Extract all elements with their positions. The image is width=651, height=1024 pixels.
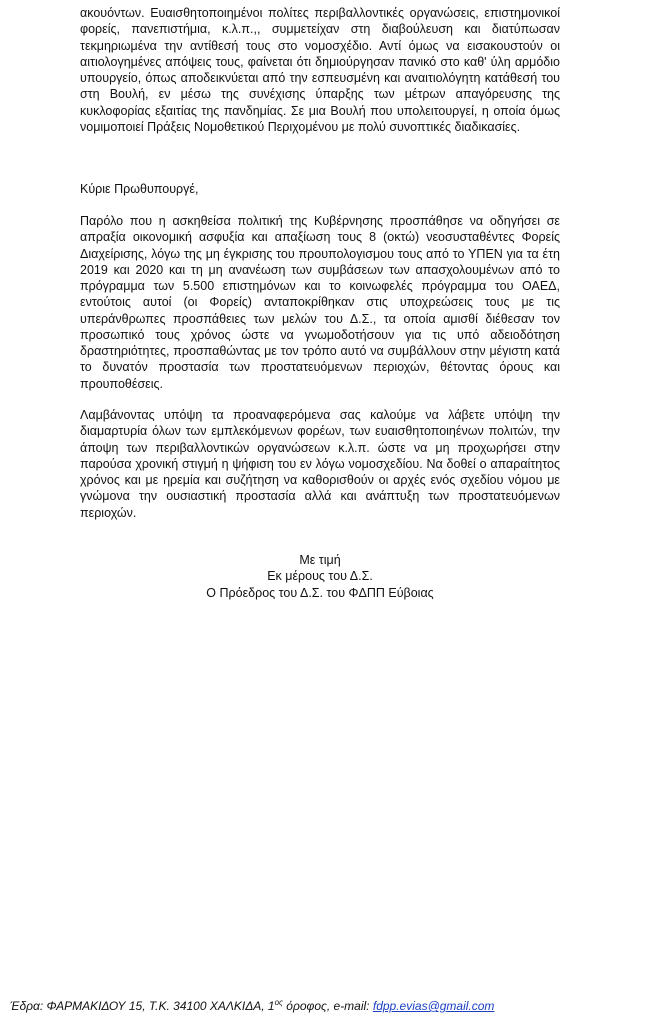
body-paragraph-1: ακουόντων. Ευαισθητοποιημένοι πολίτες περιβαλλοντικές οργανώσεις, επιστημονικοί φορείς, πανεπιστήμια, κ.λ.π.,, συμμετείχαν στη διαβούλευση και διατύπωσαν τεκμηριωμένα την αντίθεσή τους στο νομοσχέδιο. Αντί όμως να εισακουστούν οι αιτιολογημένες απόψεις τους, φαίνεται ότι δημιούργησαν πανικό στο καθ' ύλη αρμόδιο υπουργείο, όπως αποδεικνύεται από την εσπευσμένη και αναιτιολόγητη κατάθεσή του στη Βουλή, εν μέσω της συνέχισης ύπαρξης των μέτρων απαγόρευσης της κυκλοφορίας εξαιτίας της πανδημίας. Σε μια Βουλή που υπολειτουργεί, η οποία όμως νομιμοποιεί Πράξεις Νομοθετικού Περιχομένου με πολύ συνοπτικές διαδικασίες. — [80, 6, 560, 134]
body-paragraph-3: Λαμβάνοντας υπόψη τα προαναφερόμενα σας καλούμε να λάβετε υπόψη την διαμαρτυρία όλων των εμπλεκόμενων φορέων, των ευαισθητοποιηένων πολιτών, την άποψη των περιβαλλοντικών οργανώσεων κ.λ.π. ώστε να μη προχωρήσει στην παρούσα χρονική στιγμή η ψήφιση του εν λόγω νομοσχεδίου. Να δοθεί ο απαραίτητος χρόνος και με ηρεμία και συζήτηση να καθορισθούν οι αρχές ενός σχεδίου νόμου με γνώμονα την ουσιαστική προστασία αλλά και ανάπτυξη των προστατευόμενων περιοχών. — [80, 408, 560, 520]
footer-address-prefix: Έδρα: ΦΑΡΜΑΚΙΔΟΥ 15, Τ.Κ. 34100 ΧΑΛΚΙΔΑ, 1 — [10, 999, 275, 1013]
signature-on-behalf: Εκ μέρους του Δ.Σ. — [267, 569, 373, 584]
footer-floor-superscript: ος — [274, 998, 283, 1007]
signature-block — [170, 552, 470, 601]
footer-floor-suffix: όροφος, e-mail: — [282, 999, 373, 1013]
body-paragraph-2: Παρόλο που η ασκηθείσα πολιτική της Κυβέρνησης προσπάθησε να οδηγήσει σε απραξία οικονομική ασφυξία και απαξίωση τους 8 (οκτώ) νεοσυσταθέντες Φορείς Διαχείρισης, λόγω της μη έγκρισης του προυπολογισμου τους από το ΥΠΕΝ για τα έτη 2019 και 2020 και τη μη ανανέωση των συμβάσεων των απασχολουμένων από το πρόγραμμα των 5.500 επιστημόνων και το κοινωφελές πρόγραμμα του ΟΑΕΔ, εντούτοις αυτοί (οι Φορείς) ανταποκρίθηκαν στις υποχρεώσεις τους με τις υπεράνθρωπες προσπάθειες των μελών του Δ.Σ., τα οποία αμισθί διέθεσαν τον προσωπικό τους χρόνος ώστε να γνωμοδοτήσουν για τις υπό αδειοδότηση δραστηριότητες, προσπαθώντας με τον τρόπο αυτό να συμβάλλουν στην μέγιστη κατά το δυνατόν προστασία των προστατευόμενων περιοχών, θέτοντας όρους και προυποθέσεις. — [80, 214, 560, 391]
salutation: Κύριε Πρωθυπουργέ, — [80, 182, 199, 196]
email-link[interactable]: fdpp.evias@gmail.com — [372, 999, 495, 1013]
footer-address — [10, 998, 640, 1014]
signature-signatory: Ο Πρόεδρος του Δ.Σ. του ΦΔΠΠ Εύβοιας — [206, 585, 434, 600]
signature-closing: Με τιμή — [299, 553, 341, 567]
